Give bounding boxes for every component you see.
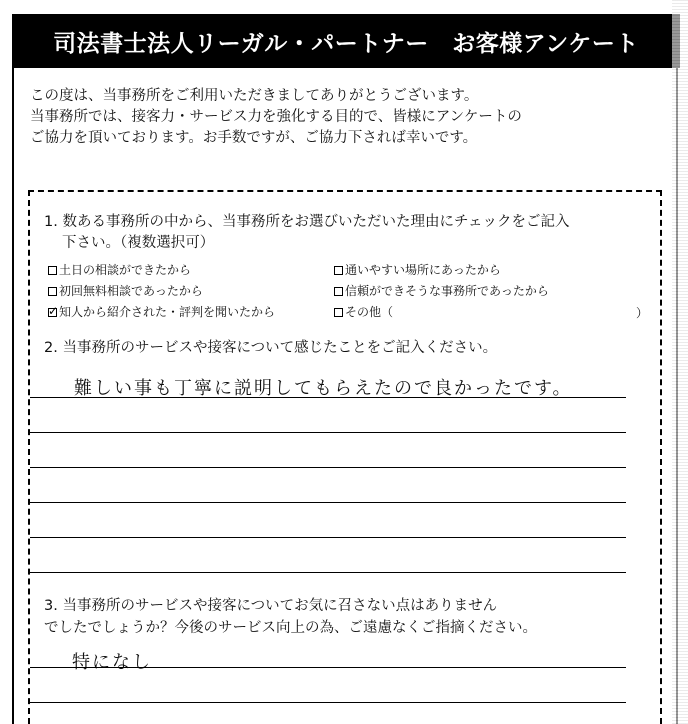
option-referral[interactable] <box>48 304 275 320</box>
checkbox[interactable] <box>334 287 343 296</box>
dashed-border-top <box>28 190 662 192</box>
option-weekend-consult[interactable] <box>48 262 191 278</box>
answer-line <box>30 502 626 503</box>
dashed-border-left <box>28 190 30 724</box>
checkbox-checked[interactable] <box>48 308 57 317</box>
answer-line <box>30 397 626 398</box>
answer-line <box>30 537 626 538</box>
option-label: 知人から紹介された・評判を聞いたから <box>59 305 276 319</box>
dashed-border-right <box>660 190 662 724</box>
intro-line: 当事務所では、接客力・サービス力を強化する目的で、皆様にアンケートの <box>30 109 522 125</box>
answer-line <box>30 667 626 668</box>
option-other[interactable] <box>334 304 393 320</box>
scan-edge-noise <box>672 0 688 724</box>
option-convenient-location[interactable] <box>334 262 501 278</box>
checkbox[interactable] <box>334 266 343 275</box>
page-title <box>12 14 680 68</box>
answer-line <box>30 702 626 703</box>
other-close-paren: ） <box>636 306 649 320</box>
checkbox[interactable] <box>334 308 343 317</box>
option-label: その他（ <box>345 305 394 319</box>
question-3-line-2: でしたでしょうか？今後のサービス向上の為、ご遠慮なくご指摘ください。 <box>44 620 537 636</box>
intro-text <box>30 86 650 149</box>
option-trustworthy[interactable] <box>334 283 549 299</box>
option-label: 土日の相談ができたから <box>59 263 192 277</box>
question-3-line-1: 3. 当事務所のサービスや接客についてお気に召さない点はありません <box>44 598 498 614</box>
question-1-line-1: 1. 数ある事務所の中から、当事務所をお選びいただいた理由にチェックをご記入 <box>44 214 570 230</box>
question-2-handwritten-answer[interactable]: 難しい事も丁寧に説明してもらえたので良かったです。 <box>74 378 573 399</box>
answer-line <box>30 572 626 573</box>
question-3-handwritten-answer[interactable]: 特になし <box>72 652 152 673</box>
checkbox[interactable] <box>48 266 57 275</box>
option-label: 通いやすい場所にあったから <box>345 263 501 277</box>
option-free-consult[interactable] <box>48 283 203 299</box>
checkbox[interactable] <box>48 287 57 296</box>
answer-line <box>30 467 626 468</box>
question-2: 2. 当事務所のサービスや接客について感じたことをご記入ください。 <box>44 340 498 356</box>
question-1-line-2: 下さい。（複数選択可） <box>62 235 215 251</box>
intro-line: ご協力を頂いております。お手数ですが、ご協力下されば幸いです。 <box>30 130 478 146</box>
intro-line: この度は、当事務所をご利用いただきましてありがとうございます。 <box>30 88 479 104</box>
option-label: 初回無料相談であったから <box>59 284 203 298</box>
page-title-text: 司法書士法人リーガル・パートナー お客様アンケート <box>53 30 639 57</box>
answer-line <box>30 432 626 433</box>
option-label: 信頼ができそうな事務所であったから <box>345 284 549 298</box>
